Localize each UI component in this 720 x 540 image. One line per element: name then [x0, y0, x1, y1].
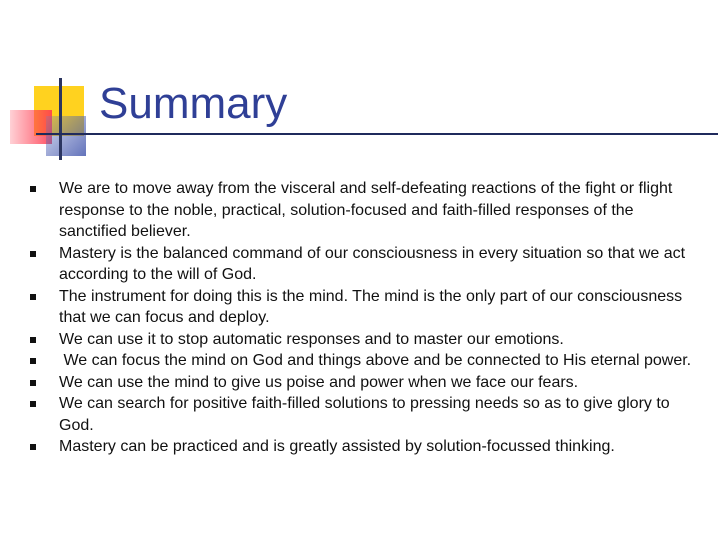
blue-square-decoration: [46, 116, 86, 156]
square-bullet-icon: [30, 380, 36, 386]
bullet-text: Mastery is the balanced command of our consciousness in every situation so that we act according to the will of God.: [59, 244, 690, 283]
bullet-text: We are to move away from the visceral and self-defeating reactions of the fight or flight response to the noble, practical, solution-focused and faith-filled responses of the sanctified believer.: [59, 180, 677, 240]
bullet-text: We can use the mind to give us poise and power when we face our fears.: [59, 373, 579, 391]
bullet-item: [0, 329, 720, 351]
bullet-item: [0, 372, 720, 394]
bullet-item: [0, 178, 720, 243]
square-bullet-icon: [30, 251, 36, 257]
square-bullet-icon: [30, 294, 36, 300]
bullet-text: The instrument for doing this is the mind. The mind is the only part of our consciousness that we can focus and deploy.: [59, 287, 687, 326]
bullet-text: We can use it to stop automatic responses and to master our emotions.: [59, 330, 564, 348]
square-bullet-icon: [30, 337, 36, 343]
bullet-item: [0, 436, 720, 458]
vertical-rule: [59, 78, 62, 160]
square-bullet-icon: [30, 444, 36, 450]
bullet-text: We can search for positive faith-filled solutions to pressing needs so as to give glory to God.: [59, 395, 675, 434]
bullet-item: [0, 286, 720, 329]
bullet-text: Mastery can be practiced and is greatly assisted by solution-focussed thinking.: [59, 438, 615, 455]
bullet-item: [0, 393, 720, 436]
bullet-item: [0, 243, 720, 286]
bullet-text: We can focus the mind on God and things above and be connected to His eternal power.: [59, 352, 692, 369]
title-underline: [36, 133, 718, 135]
square-bullet-icon: [30, 358, 36, 364]
bullet-item: [0, 350, 720, 372]
square-bullet-icon: [30, 401, 36, 407]
square-bullet-icon: [30, 186, 36, 192]
slide-title: Summary: [99, 79, 288, 128]
bullet-list: [0, 178, 720, 458]
